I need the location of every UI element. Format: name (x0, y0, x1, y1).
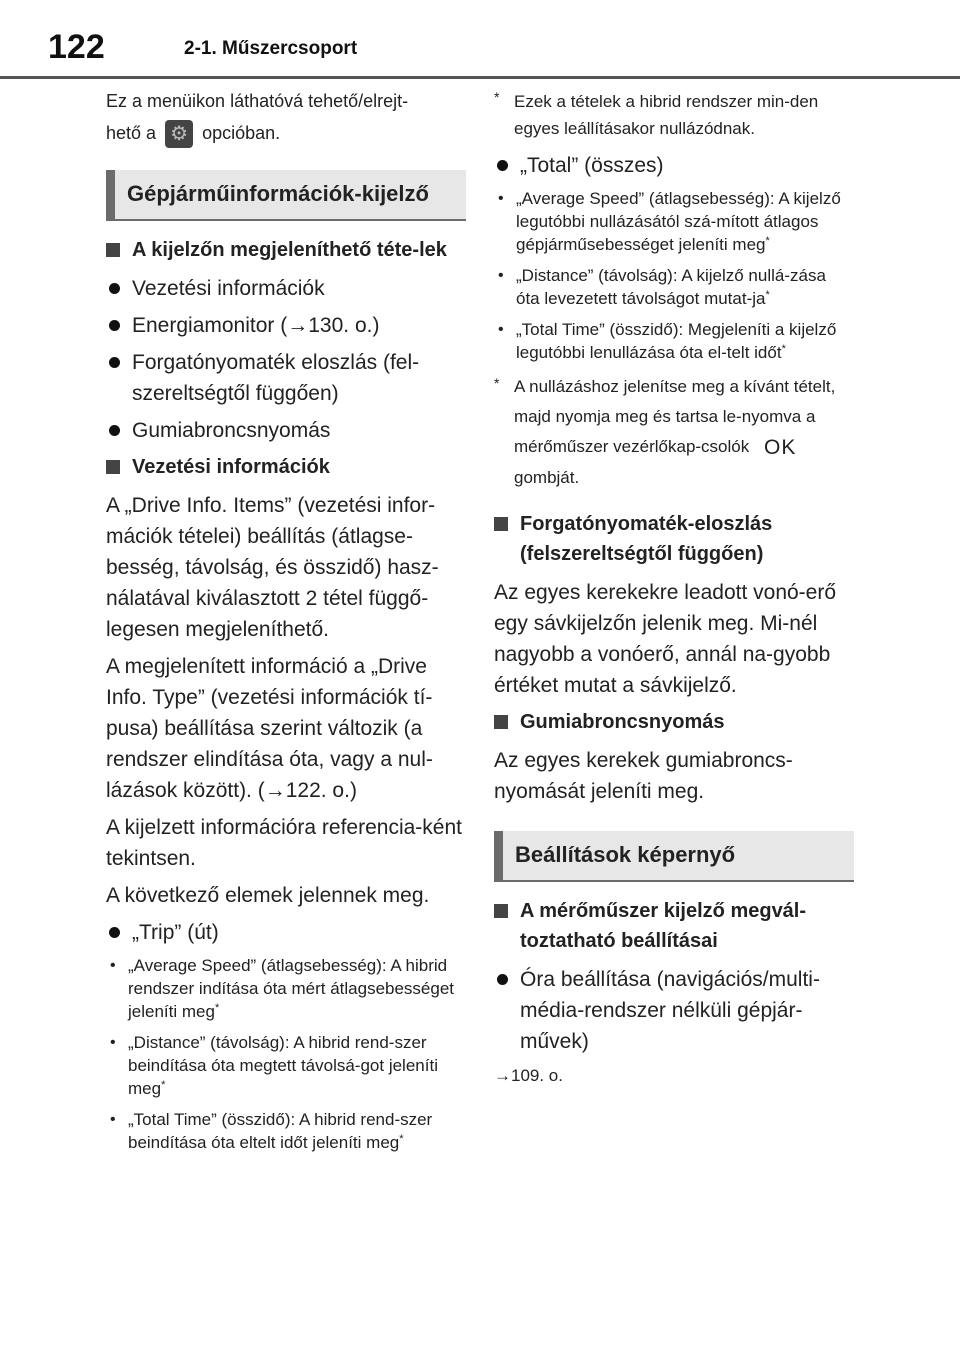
gear-icon: ⚙ (165, 120, 193, 148)
heading-displayable-items: A kijelzőn megjeleníthető téte-lek (106, 235, 466, 265)
section-title: 2-1. Műszercsoport (184, 38, 358, 59)
paragraph: Az egyes kerekek gumiabroncs-nyomását jeleníti meg. (494, 749, 793, 803)
sub-item: • „Distance” (távolság): A kijelző nullá-zása óta levezetett távolságot mutat-ja* (494, 264, 854, 310)
heading-driving-info: Vezetési információk (106, 452, 466, 482)
heading-torque-distribution: Forgatónyomaték-eloszlás (felszereltségtől függően) (494, 509, 854, 569)
page-number: 122 (48, 28, 105, 66)
list-item-total: „Total” (összes) (494, 150, 854, 181)
paragraph: A következő elemek jelennek meg. (106, 884, 430, 907)
list-item: Vezetési információk (106, 273, 466, 304)
header-divider (0, 76, 960, 79)
sub-item: • „Average Speed” (átlagsebesség): A hibrid rendszer indítása óta mért átlagsebességet jeleníti meg* (106, 954, 466, 1023)
intro-line-2: hető a ⚙ opcióban. (106, 116, 466, 150)
paragraph: A megjelenített információ a „Drive Info. Type” (vezetési információk tí-pusa) beállítása szerint változik (a rendszer elindítása óta, vagy a nul-lázások között). (→122. o.) (106, 655, 433, 802)
intro-line-1: Ez a menüikon láthatóvá tehető/elrejt- (106, 91, 409, 111)
page-header (0, 0, 960, 80)
sub-item: • „Distance” (távolság): A hibrid rend-szer beindítása óta megtett távolsá-got jeleníti meg* (106, 1031, 466, 1100)
sub-item: • „Average Speed” (átlagsebesség): A kijelző legutóbbi nullázásától szá-mított átlagos gépjárműsebességet jeleníti meg* (494, 187, 854, 256)
heading-changeable-settings: A mérőműszer kijelző megvál-toztatható beállításai (494, 896, 854, 956)
heading-vehicle-info-display: Gépjárműinformációk-kijelző (106, 170, 466, 221)
paragraph: A „Drive Info. Items” (vezetési infor-mációk tételei) beállítás (átlagse-besség, távolság, és összidő) hasz-nálatával kiválasztott 2 tétel függő-legesen megjeleníthető. (106, 494, 439, 641)
list-item: Gumiabroncsnyomás (106, 415, 466, 446)
paragraph: Az egyes kerekekre leadott vonó-erő egy sávkijelzőn jelenik meg. Mi-nél nagyobb a vonóerő, annál na-gyobb értéket mutat a sávkijelző. (494, 581, 837, 697)
paragraph: A kijelzett információra referencia-ként tekintsen. (106, 816, 462, 870)
list-item: Forgatónyomaték eloszlás (fel-szereltségtől függően) (106, 347, 466, 409)
sub-item: • „Total Time” (összidő): A hibrid rend-szer beindítása óta eltelt időt jeleníti meg* (106, 1108, 466, 1154)
list-item-trip: „Trip” (út) (106, 917, 466, 948)
heading-tire-pressure: Gumiabroncsnyomás (494, 707, 854, 737)
list-item: Óra beállítása (navigációs/multi-média-rendszer nélküli gépjár-művek) (494, 964, 854, 1057)
right-column (494, 88, 854, 1095)
left-column (106, 88, 466, 1162)
footnote: * Ezek a tételek a hibrid rendszer min-den egyes leállításakor nullázódnak. (494, 89, 819, 138)
sub-item: • „Total Time” (összidő): Megjeleníti a kijelző legutóbbi lenullázása óta el-telt időt* (494, 318, 854, 364)
ok-button-icon: OK (763, 436, 797, 459)
heading-settings-screen: Beállítások képernyő (494, 831, 854, 882)
page-reference: →109. o. (494, 1066, 563, 1085)
footnote: * A nullázáshoz jelenítse meg a kívánt tételt, majd nyomja meg és tartsa le-nyomva a mérőműszer vezérlőkap-csolók OK gombját. (494, 375, 836, 487)
list-item: Energiamonitor (→130. o.) (106, 310, 466, 341)
